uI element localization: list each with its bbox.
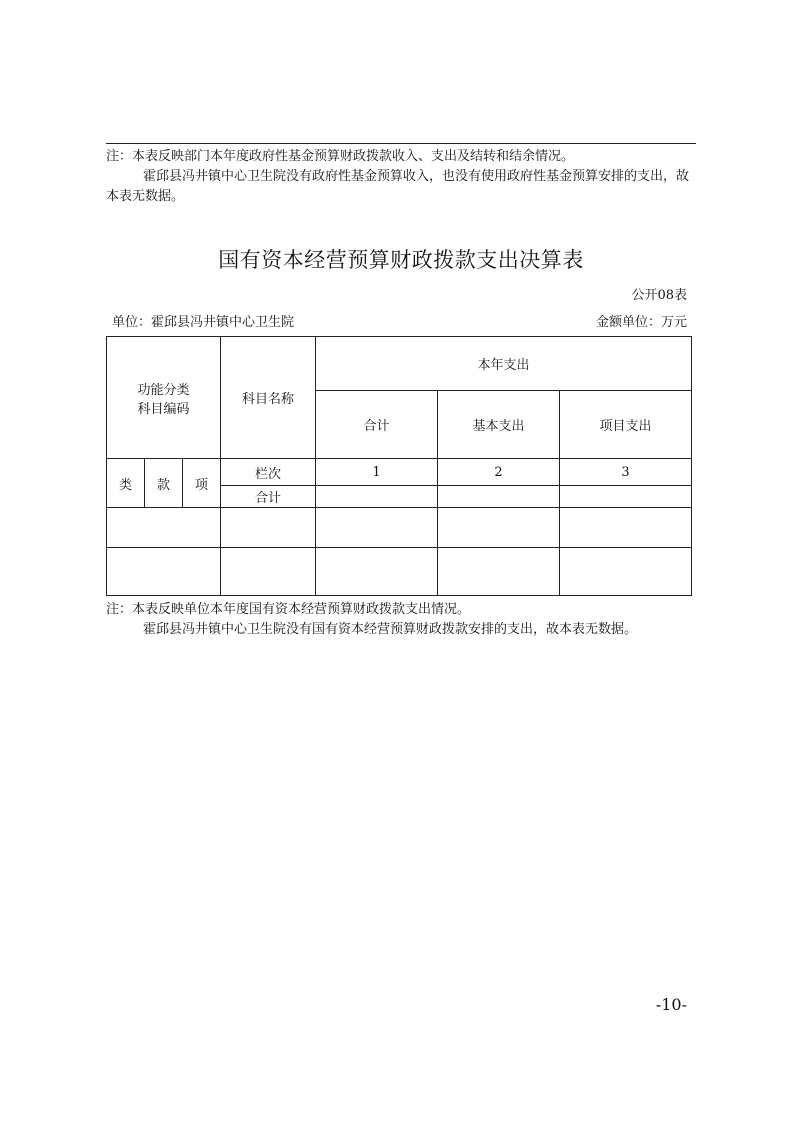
total-row-label: 合计 [221,486,316,508]
empty-cell [438,508,560,548]
empty-cell [560,548,692,596]
prev-note-line2 [106,167,696,207]
col-basic-header: 基本支出 [438,391,560,459]
subject-name-header: 科目名称 [221,337,316,459]
expense-table [106,336,692,596]
prev-note-line1: 注：本表反映部门本年度政府性基金预算财政拨款收入、支出及结转和结余情况。 [106,149,575,164]
note-line1: 注：本表反映单位本年度国有资本经营预算财政拨款支出情况。 [106,602,471,617]
empty-cell [221,548,316,596]
total-row-cell [560,486,692,508]
empty-cell [221,508,316,548]
form-code: 公开08表 [631,288,687,303]
total-row-cell [316,486,438,508]
page-title: 国有资本经营预算财政拨款支出决算表 [218,248,584,272]
top-divider [106,143,696,144]
func-class-header [107,337,221,459]
money-unit: 金额单位：万元 [595,315,687,330]
empty-cell [316,548,438,596]
col-project-header: 项目支出 [560,391,692,459]
col-num-2: 2 [438,459,560,486]
func-class-line2: 科目编码 [137,401,190,417]
xiang-header: 项 [183,459,221,508]
total-row-cell [438,486,560,508]
col-num-3: 3 [560,459,692,486]
empty-cell [560,508,692,548]
note-line2-text: 霍邱县冯井镇中心卫生院没有国有资本经营预算财政拨款安排的支出，故本表无数据。 [143,622,638,637]
note-line2 [106,620,696,640]
col-total-header: 合计 [316,391,438,459]
empty-cell [107,508,221,548]
func-class-line1: 功能分类 [137,382,190,398]
kuan-header: 款 [145,459,183,508]
empty-cell [316,508,438,548]
empty-cell [107,548,221,596]
prev-note-line2-text: 霍邱县冯井镇中心卫生院没有政府性基金预算收入，也没有使用政府性基金预算安排的支出，故本表无数据。 [106,169,690,204]
page-number: -10- [655,995,687,1014]
lei-header: 类 [107,459,145,508]
lanci-cell: 栏次 [221,459,316,486]
col-num-1: 1 [316,459,438,486]
unit-label: 单位：霍邱县冯井镇中心卫生院 [112,315,295,330]
empty-cell [438,548,560,596]
current-year-expense-header: 本年支出 [316,337,692,391]
